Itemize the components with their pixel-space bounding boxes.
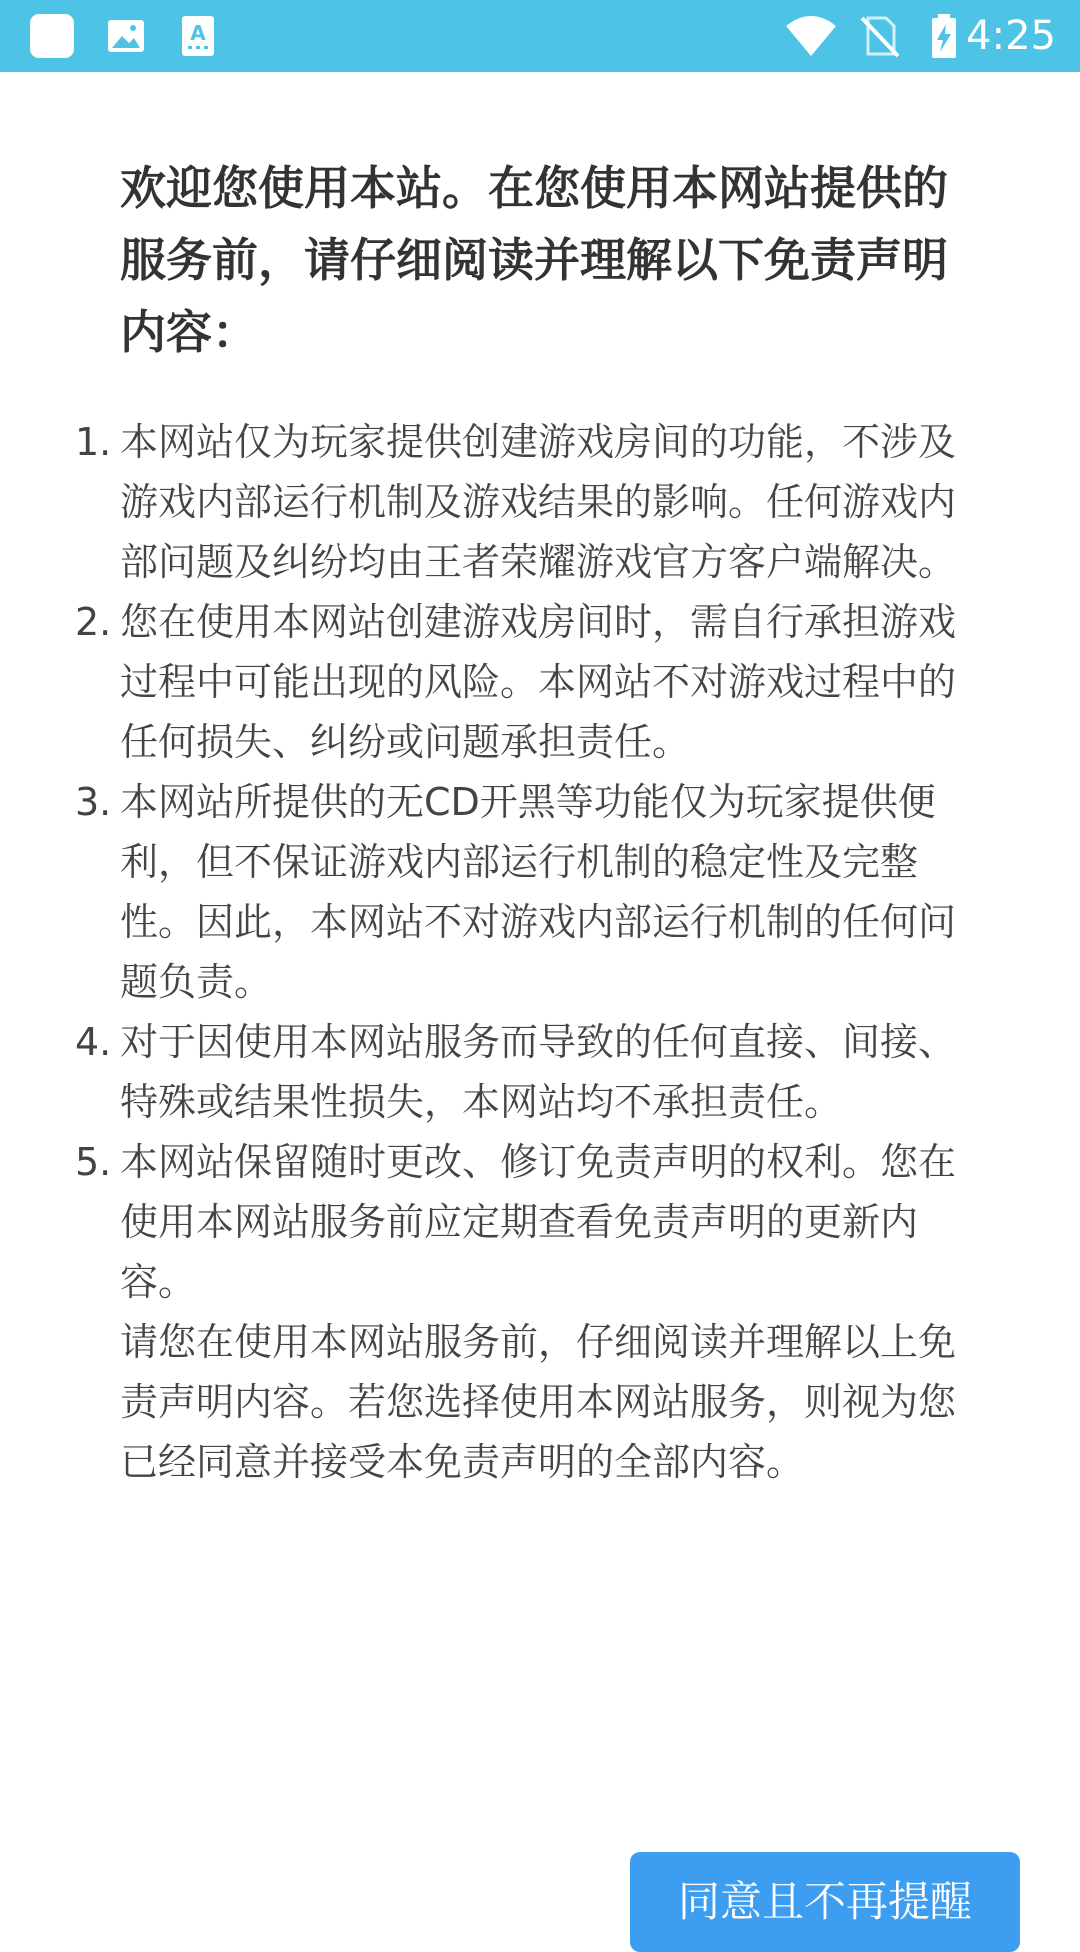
agree-no-remind-button[interactable]: 同意且不再提醒: [630, 1852, 1020, 1952]
list-item-number: 1.: [75, 420, 112, 464]
gallery-icon: [102, 12, 150, 60]
status-time: 4:25: [966, 13, 1056, 59]
status-bar: [0, 0, 1080, 72]
app-square-icon: [28, 12, 76, 60]
list-item-text: 对于因使用本网站服务而导致的任何直接、间接、特殊或结果性损失，本网站均不承担责任。: [120, 1020, 957, 1124]
list-item-text: 本网站所提供的无CD开黑等功能仅为玩家提供便利，但不保证游戏内部运行机制的稳定性及完整性。因此，本网站不对游戏内部运行机制的任何问题负责。: [120, 780, 957, 1004]
list-item: [75, 1012, 965, 1132]
disclaimer-page: [0, 72, 1080, 1926]
list-item-number: 3.: [75, 780, 112, 824]
list-item-text: 本网站保留随时更改、修订免责声明的权利。您在使用本网站服务前应定期查看免责声明的更新内容。: [120, 1140, 957, 1304]
wifi-icon: [784, 12, 838, 60]
disclaimer-heading: 欢迎您使用本站。在您使用本网站提供的服务前，请仔细阅读并理解以下免责声明内容：: [120, 161, 948, 359]
closing-paragraph: 请您在使用本网站服务前，仔细阅读并理解以上免责声明内容。若您选择使用本网站服务，则视为您已经同意并接受本免责声明的全部内容。: [120, 1320, 957, 1484]
list-item-number: 5.: [75, 1140, 112, 1184]
battery-charging-icon: [920, 12, 968, 60]
text-icon: [174, 12, 222, 60]
list-item-number: 2.: [75, 600, 112, 644]
no-sim-icon: [856, 12, 904, 60]
svg-text:A: A: [190, 21, 206, 45]
list-item: [75, 772, 965, 1012]
list-item-number: 4.: [75, 1020, 112, 1064]
list-item: [75, 412, 965, 592]
list-item: [75, 1132, 965, 1492]
disclaimer-list: [75, 412, 965, 1492]
list-item: [75, 592, 965, 772]
list-item-text: 本网站仅为玩家提供创建游戏房间的功能，不涉及游戏内部运行机制及游戏结果的影响。任何游戏内部问题及纠纷均由王者荣耀游戏官方客户端解决。: [120, 420, 957, 584]
list-item-text: 您在使用本网站创建游戏房间时，需自行承担游戏过程中可能出现的风险。本网站不对游戏过程中的任何损失、纠纷或问题承担责任。: [120, 600, 957, 764]
